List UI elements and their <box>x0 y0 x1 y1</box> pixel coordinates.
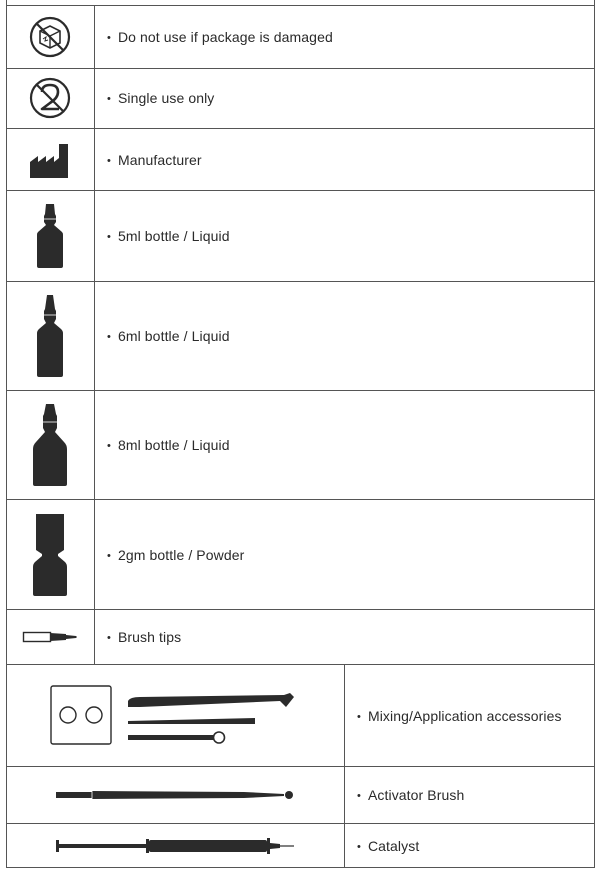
table-row <box>6 191 595 282</box>
icon-cell <box>6 767 345 823</box>
table-row <box>6 824 595 868</box>
label-cell <box>107 6 595 68</box>
table-row <box>6 68 595 129</box>
table-row <box>6 282 595 391</box>
single-use-icon <box>28 76 72 120</box>
icon-cell <box>6 6 95 68</box>
symbol-label: • Single use only <box>107 90 214 106</box>
label-cell <box>107 68 595 128</box>
icon-cell <box>6 282 95 390</box>
icon-cell <box>6 68 95 128</box>
bottle-2gm-icon <box>31 512 69 598</box>
table-row <box>6 610 595 665</box>
catalyst-syringe-icon <box>54 835 296 857</box>
icon-cell <box>6 610 95 664</box>
symbol-label: • Mixing/Application accessories <box>357 708 562 724</box>
symbol-label: • Catalyst <box>357 838 419 854</box>
icon-cell <box>6 824 345 867</box>
table-row <box>6 500 595 610</box>
damaged-package-icon <box>28 15 72 59</box>
symbol-label: • 6ml bottle / Liquid <box>107 328 230 344</box>
brush-tip-icon <box>22 630 78 644</box>
label-cell <box>107 282 595 390</box>
label-cell <box>357 824 595 867</box>
manufacturer-icon <box>28 140 72 180</box>
icon-cell <box>6 665 345 766</box>
symbol-label: • 8ml bottle / Liquid <box>107 437 230 453</box>
label-cell <box>107 391 595 499</box>
symbol-label: • Brush tips <box>107 629 181 645</box>
label-cell <box>107 129 595 190</box>
symbols-table <box>6 0 595 868</box>
symbol-label: • Activator Brush <box>357 787 464 803</box>
table-row <box>6 767 595 824</box>
icon-cell <box>6 191 95 281</box>
table-row <box>6 391 595 500</box>
bottle-6ml-icon <box>35 293 65 379</box>
label-cell <box>357 665 595 766</box>
bottle-5ml-icon <box>35 202 65 270</box>
icon-cell <box>6 391 95 499</box>
symbol-label: • 2gm bottle / Powder <box>107 547 244 563</box>
table-row <box>6 5 595 69</box>
label-cell <box>107 191 595 281</box>
icon-cell <box>6 500 95 609</box>
icon-cell <box>6 129 95 190</box>
activator-brush-icon <box>54 788 296 802</box>
label-cell <box>107 500 595 609</box>
label-cell <box>107 610 595 664</box>
symbol-label: • Do not use if package is damaged <box>107 29 333 45</box>
bottle-8ml-icon <box>31 402 69 488</box>
mixing-accessories-icon <box>50 685 300 747</box>
label-cell <box>357 767 595 823</box>
table-row <box>6 129 595 191</box>
table-row <box>6 665 595 767</box>
symbol-label: • 5ml bottle / Liquid <box>107 228 230 244</box>
symbol-label: • Manufacturer <box>107 152 202 168</box>
